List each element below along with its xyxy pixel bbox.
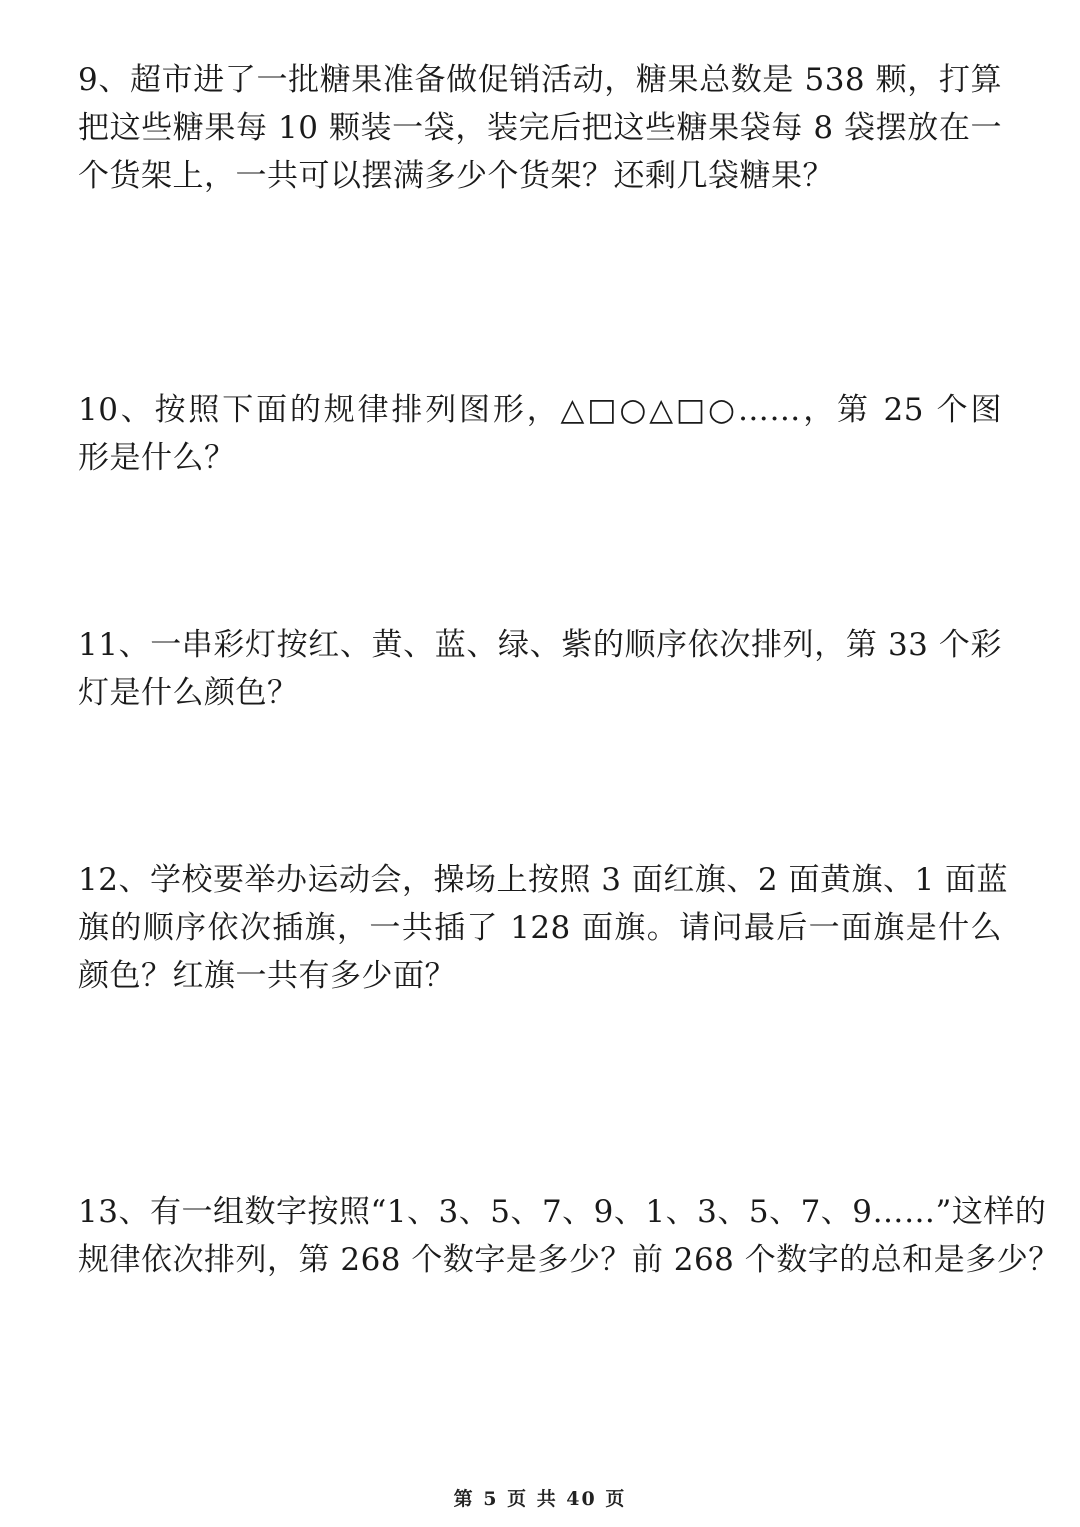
problem-line: 个货架上，一共可以摆满多少个货架？还剩几袋糖果？ bbox=[78, 158, 834, 194]
problem-line: 9、超市进了一批糖果准备做促销活动，糖果总数是 538 颗，打算 bbox=[78, 62, 1002, 98]
page-number-footer: 第 5 页 共 40 页 bbox=[453, 1488, 627, 1510]
problem-10 bbox=[78, 386, 1002, 482]
problem-11 bbox=[78, 621, 1002, 717]
problem-13 bbox=[78, 1188, 1060, 1284]
problem-line: 灯是什么颜色？ bbox=[78, 675, 299, 711]
problem-line: 10、按照下面的规律排列图形，△□○△□○……，第 25 个图 bbox=[78, 392, 1002, 428]
problem-line: 旗的顺序依次插旗，一共插了 128 面旗。请问最后一面旗是什么 bbox=[78, 910, 1002, 946]
problem-12 bbox=[78, 856, 1009, 1000]
problem-line: 13、有一组数字按照“1、3、5、7、9、1、3、5、7、9……”这样的 bbox=[78, 1194, 1047, 1230]
problem-line: 11、一串彩灯按红、黄、蓝、绿、紫的顺序依次排列，第 33 个彩 bbox=[78, 627, 1002, 663]
problem-line: 12、学校要举办运动会，操场上按照 3 面红旗、2 面黄旗、1 面蓝 bbox=[78, 862, 1009, 898]
problem-line: 形是什么？ bbox=[78, 440, 236, 476]
problem-line: 颜色？红旗一共有多少面？ bbox=[78, 958, 456, 994]
problem-line: 规律依次排列，第 268 个数字是多少？前 268 个数字的总和是多少？ bbox=[78, 1242, 1060, 1278]
problem-9 bbox=[78, 56, 1002, 200]
problem-line: 把这些糖果每 10 颗装一袋，装完后把这些糖果袋每 8 袋摆放在一 bbox=[78, 110, 1002, 146]
